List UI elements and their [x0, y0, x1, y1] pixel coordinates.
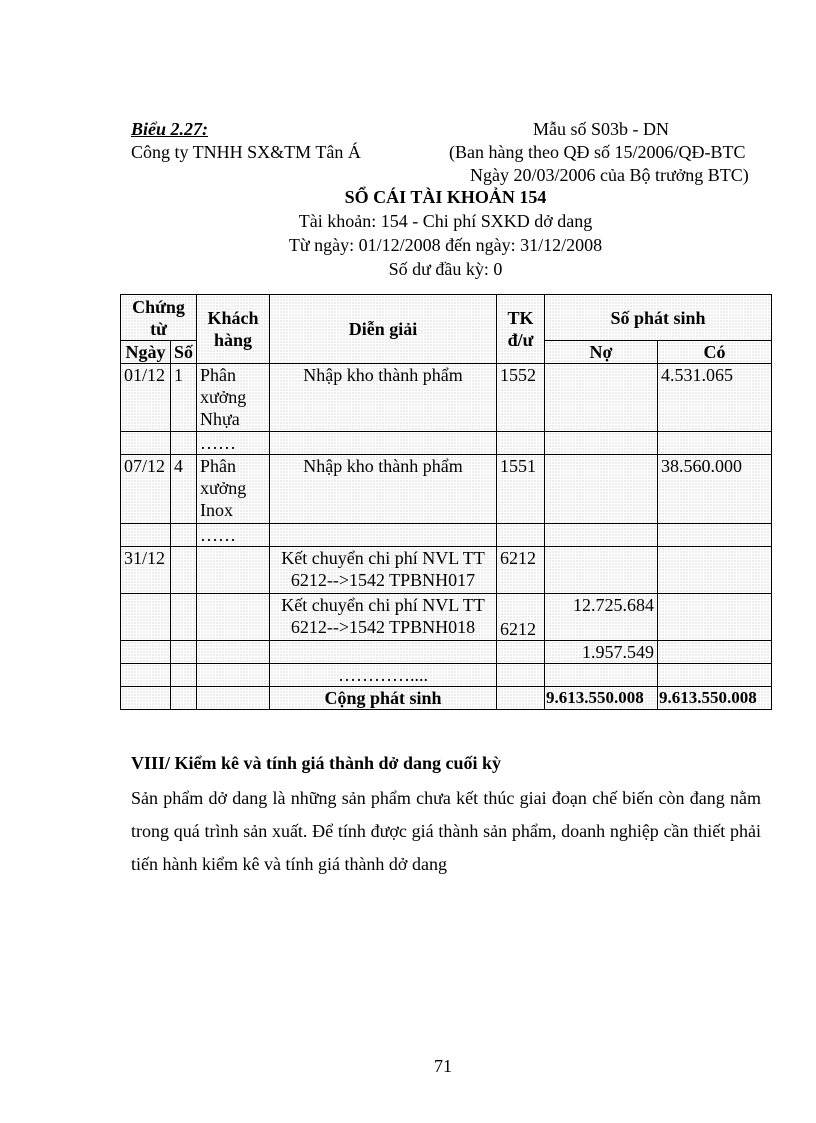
- total-debit: 9.613.550.008: [545, 687, 658, 710]
- table-row: [121, 524, 772, 547]
- total-empty-cell: [497, 687, 545, 710]
- cell-number: [171, 664, 197, 687]
- cell-date: [121, 664, 171, 687]
- total-empty-cell: [171, 687, 197, 710]
- cell-account: [497, 432, 545, 455]
- period-line: Từ ngày: 01/12/2008 đến ngày: 31/12/2008: [288, 235, 603, 255]
- total-credit: 9.613.550.008: [658, 687, 772, 710]
- cell-description: Nhập kho thành phẩm: [270, 364, 497, 432]
- cell-date: [121, 594, 171, 641]
- account-line: Tài khoản: 154 - Chi phí SXKD dở dang: [298, 211, 593, 231]
- page-number: 71: [434, 1056, 452, 1076]
- cell-number: 1: [171, 364, 197, 432]
- cell-credit: [658, 594, 772, 641]
- cell-account: [497, 524, 545, 547]
- cell-number: [171, 594, 197, 641]
- cell-description: Nhập kho thành phẩm: [270, 455, 497, 524]
- cell-number: [171, 432, 197, 455]
- cell-credit: 4.531.065: [658, 364, 772, 432]
- cell-debit: 1.957.549: [545, 641, 658, 664]
- header-debit: Nợ: [545, 341, 658, 364]
- cell-description: [270, 641, 497, 664]
- cell-account: 6212: [497, 594, 545, 641]
- cell-debit: [545, 664, 658, 687]
- section-heading: VIII/ Kiểm kê và tính giá thành dở dang cuối kỳ: [131, 753, 502, 773]
- header-voucher: Chứng từ: [121, 295, 197, 341]
- cell-debit: [545, 547, 658, 594]
- company-name: Công ty TNHH SX&TM Tân Á: [131, 142, 361, 162]
- cell-credit: 38.560.000: [658, 455, 772, 524]
- cell-date: [121, 524, 171, 547]
- cell-description: Kết chuyển chi phí NVL TT 6212-->1542 TPBNH017: [270, 547, 497, 594]
- header-contra-account: TK đ/ư: [497, 295, 545, 364]
- ledger-title: SỔ CÁI TÀI KHOẢN 154: [344, 187, 547, 207]
- header-credit: Có: [658, 341, 772, 364]
- figure-label: Biểu 2.27:: [131, 119, 209, 139]
- table-row: [121, 364, 772, 432]
- cell-account: [497, 641, 545, 664]
- cell-description: [270, 524, 497, 547]
- cell-debit: [545, 524, 658, 547]
- cell-debit: [545, 455, 658, 524]
- total-empty-cell: [121, 687, 171, 710]
- section-paragraph: Sản phẩm dở dang là những sản phẩm chưa kết thúc giai đoạn chế biến còn đang nằm trong quá trình sản xuất. Để tính được giá thành sản phẩm, doanh nghiệp cần thiết phải tiến hành kiểm kê và tính giá thành dở dang: [131, 788, 761, 874]
- cell-account: 6212: [497, 547, 545, 594]
- cell-customer: ……: [197, 432, 270, 455]
- header-customer: Khách hàng: [197, 295, 270, 364]
- table-row: [121, 432, 772, 455]
- cell-customer: [197, 664, 270, 687]
- cell-credit: [658, 432, 772, 455]
- cell-account: 1552: [497, 364, 545, 432]
- ledger-table: [120, 294, 772, 710]
- cell-date: 07/12: [121, 455, 171, 524]
- header-description: Diễn giải: [270, 295, 497, 364]
- cell-account: 1551: [497, 455, 545, 524]
- cell-debit: [545, 364, 658, 432]
- cell-customer: Phân xưởng Nhựa: [197, 364, 270, 432]
- cell-date: [121, 641, 171, 664]
- cell-account: [497, 664, 545, 687]
- total-row: [121, 687, 772, 710]
- issuance-line-2: Ngày 20/03/2006 của Bộ trưởng BTC): [470, 165, 749, 185]
- form-number: Mẫu số S03b - DN: [533, 119, 670, 139]
- header-number: Số: [171, 341, 197, 364]
- cell-customer: ……: [197, 524, 270, 547]
- header-date: Ngày: [121, 341, 171, 364]
- cell-date: [121, 432, 171, 455]
- cell-credit: [658, 524, 772, 547]
- cell-description: [270, 432, 497, 455]
- cell-debit: 12.725.684: [545, 594, 658, 641]
- cell-credit: [658, 547, 772, 594]
- cell-credit: [658, 664, 772, 687]
- table-row: [121, 455, 772, 524]
- table-row: [121, 547, 772, 594]
- cell-description: Kết chuyển chi phí NVL TT 6212-->1542 TPBNH018: [270, 594, 497, 641]
- table-row: [121, 641, 772, 664]
- cell-customer: [197, 547, 270, 594]
- cell-number: [171, 547, 197, 594]
- table-row: [121, 664, 772, 687]
- table-row: [121, 594, 772, 641]
- cell-customer: [197, 641, 270, 664]
- cell-date: 01/12: [121, 364, 171, 432]
- cell-customer: Phân xưởng Inox: [197, 455, 270, 524]
- cell-number: 4: [171, 455, 197, 524]
- cell-number: [171, 524, 197, 547]
- issuance-line-1: (Ban hàng theo QĐ số 15/2006/QĐ-BTC: [449, 142, 746, 162]
- cell-debit: [545, 432, 658, 455]
- cell-date: 31/12: [121, 547, 171, 594]
- cell-description: …………....: [270, 664, 497, 687]
- cell-customer: [197, 594, 270, 641]
- cell-credit: [658, 641, 772, 664]
- opening-balance: Số dư đầu kỳ: 0: [388, 259, 503, 279]
- total-label: Cộng phát sinh: [270, 687, 497, 710]
- cell-number: [171, 641, 197, 664]
- total-empty-cell: [197, 687, 270, 710]
- header-amount: Số phát sinh: [545, 295, 772, 341]
